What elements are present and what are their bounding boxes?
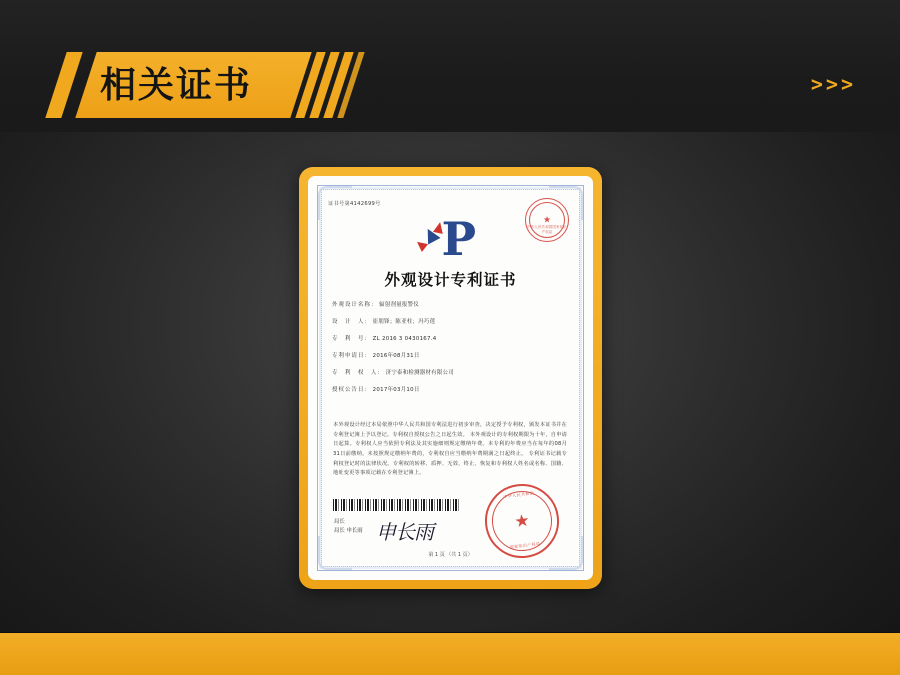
- field-value: 2017年03月10日: [372, 386, 420, 393]
- seal-label: 中华人民共和国国家知识产权局: [527, 225, 567, 234]
- field-value: 崔朋锋；陈亚柱；冯巧莲: [372, 318, 436, 325]
- field-value: 2016年08月31日: [372, 352, 420, 359]
- field-row: [332, 353, 567, 359]
- official-round-seal-icon: [481, 480, 563, 562]
- certificate-body-text: 本外观设计经过本局依照中华人民共和国专利法进行初步审查，决定授予专利权，颁发本证书并在专利登记簿上予以登记。专利权自授权公告之日起生效。 本外观设计的专利权期限为十年，自申请日起算。专利权人应当依照专利法及其实施细则规定缴纳年费。本专利的年费应当在每年的08月31日前缴纳。未按照规定缴纳年费的，专利权自应当缴纳年费期满之日起终止。 专利证书记载专利权登记时的法律状况。专利权的转移、质押、无效、终止、恢复和专利权人姓名或名称、国籍、地址变更等事项记载在专利登记簿上。: [333, 422, 567, 477]
- field-label: 设 计 人：: [332, 318, 371, 325]
- field-value: 济宁泰和检测器材有限公司: [385, 369, 454, 376]
- seal-star-icon: ★: [513, 510, 531, 532]
- field-row: [332, 336, 567, 342]
- certificate-page-footer: 第 1 页 （共 1 页）: [428, 552, 473, 558]
- field-label: 专 利 权 人：: [332, 369, 384, 376]
- field-value: ZL 2016 3 0430167.4: [372, 335, 437, 342]
- seal-star-icon: ★: [542, 214, 552, 225]
- field-label: 专 利 号：: [332, 335, 371, 342]
- certificate-content: [328, 196, 573, 560]
- page-title: 相关证书: [100, 65, 253, 106]
- field-row: [332, 319, 567, 325]
- field-label: 外观设计名称：: [332, 302, 378, 308]
- slide-header: [0, 0, 900, 132]
- seal-arc-top: 中华人民共和国: [503, 490, 535, 500]
- field-row: [332, 302, 567, 308]
- certificate-paper: [308, 176, 593, 580]
- next-chevrons-icon[interactable]: >>>: [810, 72, 856, 96]
- seal-arc-bottom: 国家知识产权局: [509, 540, 541, 550]
- field-label: 专利申请日：: [332, 352, 371, 359]
- signature-block: [334, 518, 363, 536]
- handwritten-signature: 申长雨: [376, 520, 433, 544]
- field-row: [332, 387, 567, 393]
- certificate-number: 证书号第4142699号: [328, 201, 381, 207]
- logo-letter: P: [441, 212, 477, 266]
- certificate-title: 外观设计专利证书: [384, 271, 517, 289]
- barcode-icon: [333, 499, 461, 511]
- signature-label-2: 局长 申长雨: [334, 528, 363, 535]
- title-accent-bar: [45, 52, 82, 118]
- field-value: 辐射剂量报警仪: [379, 302, 419, 308]
- certificate-frame: [299, 167, 602, 589]
- signature-label-1: 局长: [334, 519, 345, 525]
- field-label: 授权公告日：: [332, 386, 371, 393]
- footer-bar: [0, 633, 900, 675]
- patent-office-logo: [408, 212, 494, 266]
- field-row: [332, 370, 567, 376]
- certificate-fields: [332, 302, 567, 404]
- national-emblem-seal-icon: [525, 198, 569, 242]
